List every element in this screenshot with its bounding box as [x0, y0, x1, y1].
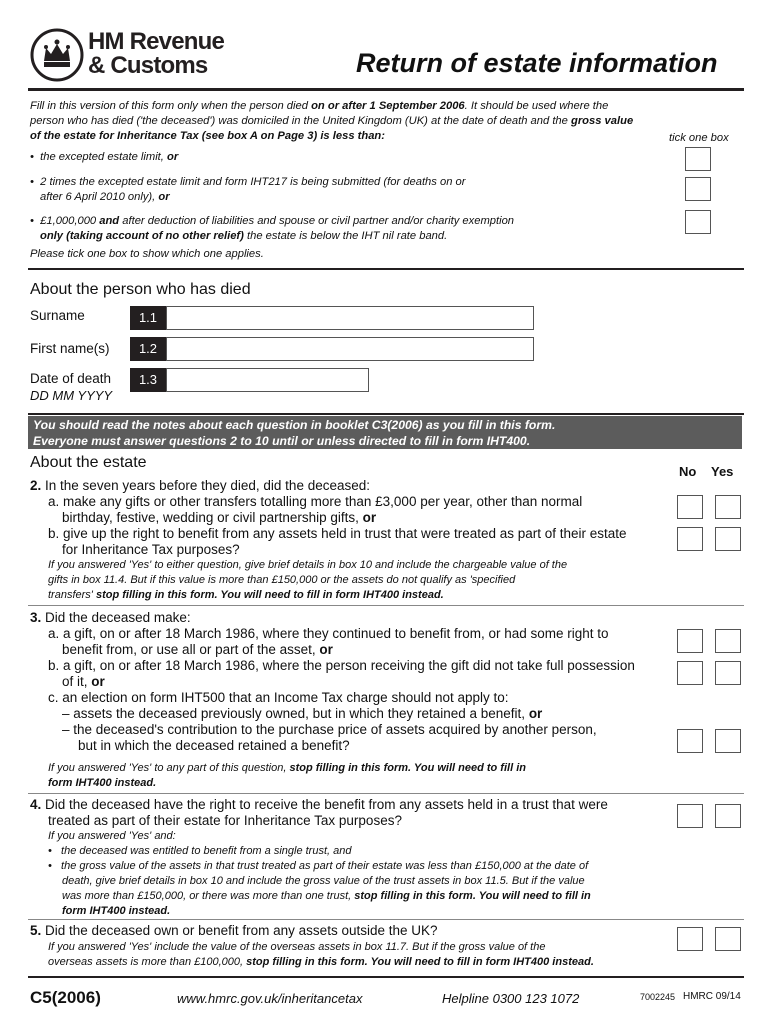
q3b-yes-checkbox[interactable] — [715, 661, 741, 685]
question-3-note: If you answered 'Yes' to any part of this question, stop filling in this form. You will need to fill in form IHT400 instead. — [48, 762, 526, 789]
option-2-checkbox[interactable] — [685, 177, 711, 201]
q2a-yes-checkbox[interactable] — [715, 495, 741, 519]
helpline: Helpline 0300 123 1072 — [442, 991, 580, 1006]
date-of-death-field[interactable] — [166, 368, 369, 392]
question-5-note: If you answered 'Yes' include the value of the overseas assets in box 11.7. But if the gross value of the overseas assets is more than £100,000, stop filling in this form. You will need to fill in form IHT400 instead. — [48, 941, 594, 968]
box-number-1-2: 1.2 — [130, 337, 166, 361]
q2b-yes-checkbox[interactable] — [715, 527, 741, 551]
q4-divider — [28, 919, 744, 920]
firstname-field[interactable] — [166, 337, 534, 361]
option-3: • £1,000,000 and after deduction of liabilities and spouse or civil partner and/or charity exemption only (taking account of no other relief) the estate is below the IHT nil rate band. — [30, 215, 515, 242]
q4-no-checkbox[interactable] — [677, 804, 703, 828]
q3c-yes-checkbox[interactable] — [715, 729, 741, 753]
option-3-checkbox[interactable] — [685, 210, 711, 234]
footer-rule — [28, 976, 744, 978]
question-4: 4. Did the deceased have the right to receive the benefit from any assets held in a trust that were treated as part of their estate for Inheritance Tax purposes? — [30, 797, 608, 828]
q4-yes-checkbox[interactable] — [715, 804, 741, 828]
question-4-note: If you answered 'Yes' and: • the deceased was entitled to benefit from a single trust, and • the gross value of the assets in that trust treated as part of their estate was less than £150,000 at the date of death, give brief details in box 10 and include the gross value of the trust assets in box 11.5. But if the value was more than £150,000, or there was more than one trust, stop filling in this form. You will need to fill in form IHT400 instead. — [48, 830, 591, 917]
surname-field[interactable] — [166, 306, 534, 330]
q2-divider — [28, 605, 744, 606]
dod-label: Date of death — [30, 371, 112, 386]
option-1: • the excepted estate limit, or — [30, 151, 179, 163]
please-tick: Please tick one box to show which one applies. — [30, 248, 264, 260]
crown-crest-icon — [30, 28, 84, 82]
instructions-banner: You should read the notes about each question in booklet C3(2006) as you fill in this form. Everyone must answer questions 2 to 10 until or unless directed to fill in form IHT400. — [28, 416, 742, 449]
q5-yes-checkbox[interactable] — [715, 927, 741, 951]
firstname-label: First name(s) — [30, 341, 110, 356]
estate-heading: About the estate — [30, 454, 147, 471]
header-rule — [28, 88, 744, 91]
option-1-checkbox[interactable] — [685, 147, 711, 171]
surname-label: Surname — [30, 308, 85, 323]
question-3: 3. Did the deceased make: a. a gift, on or after 18 March 1986, where they continued to benefit from, or had some right to benefit from, or use all or part of the asset, or b. a gift, on or after 18 March 1986, where the person receiving the gift did not take full possession of it, or c. an election on form IHT500 that an Income Tax charge should not apply to: – assets the deceased previously owned, but in which they retained a benefit, or – the deceased's contribution to the purchase price of assets acquired by another person, but in which the deceased retained a benefit? — [30, 610, 635, 753]
question-2: 2. In the seven years before they died, did the deceased: a. make any gifts or other transfers totalling more than £3,000 per year, other than normal birthday, festive, wedding or civil partnership gifts, or b. give up the right to benefit from any assets held in trust that were treated as part of their estate for Inheritance Tax purposes? — [30, 478, 627, 557]
banner-rule — [28, 413, 744, 415]
logo-line-1: HM Revenue — [88, 28, 225, 55]
q3-divider — [28, 793, 744, 794]
option-2: • 2 times the excepted estate limit and form IHT217 is being submitted (for deaths on or after 6 April 2010 only), or — [30, 176, 466, 203]
question-5: 5. Did the deceased own or benefit from any assets outside the UK? — [30, 923, 438, 938]
q3b-no-checkbox[interactable] — [677, 661, 703, 685]
q3a-no-checkbox[interactable] — [677, 629, 703, 653]
form-version: HMRC 09/14 — [683, 991, 741, 1002]
person-heading: About the person who has died — [30, 281, 251, 298]
box-number-1-3: 1.3 — [130, 368, 166, 392]
website-link[interactable]: www.hmrc.gov.uk/inheritancetax — [177, 991, 363, 1006]
tick-one-label: tick one box — [669, 132, 729, 144]
column-no: No — [679, 464, 697, 479]
box-number-1-1: 1.1 — [130, 306, 166, 330]
hmrc-logo — [30, 28, 240, 82]
dod-format: DD MM YYYY — [30, 388, 113, 403]
logo-line-2: & Customs — [88, 52, 208, 79]
q5-no-checkbox[interactable] — [677, 927, 703, 951]
q3c-no-checkbox[interactable] — [677, 729, 703, 753]
question-2-note: If you answered 'Yes' to either question, give brief details in box 10 and include the chargeable value of the gifts in box 11.4. But if this value is more than £150,000 or the assets do not qualify as 'specified transfers' stop filling in this form. You will need to fill in form IHT400 instead. — [48, 559, 568, 601]
intro-text: Fill in this version of this form only when the person died on or after 1 September 2006. It should be used where the person who has died ('the deceased') was domiciled in the United Kingdom (UK) at the date of death and the gross value of the estate for Inheritance Tax (see box A on Page 3) is less than: — [30, 100, 634, 142]
column-yes: Yes — [711, 464, 734, 479]
form-code: 7002245 — [640, 992, 676, 1002]
q2a-no-checkbox[interactable] — [677, 495, 703, 519]
form-id: C5(2006) — [30, 988, 101, 1007]
page-title: Return of estate information — [356, 48, 718, 78]
q3a-yes-checkbox[interactable] — [715, 629, 741, 653]
q2b-no-checkbox[interactable] — [677, 527, 703, 551]
intro-rule — [28, 268, 744, 270]
